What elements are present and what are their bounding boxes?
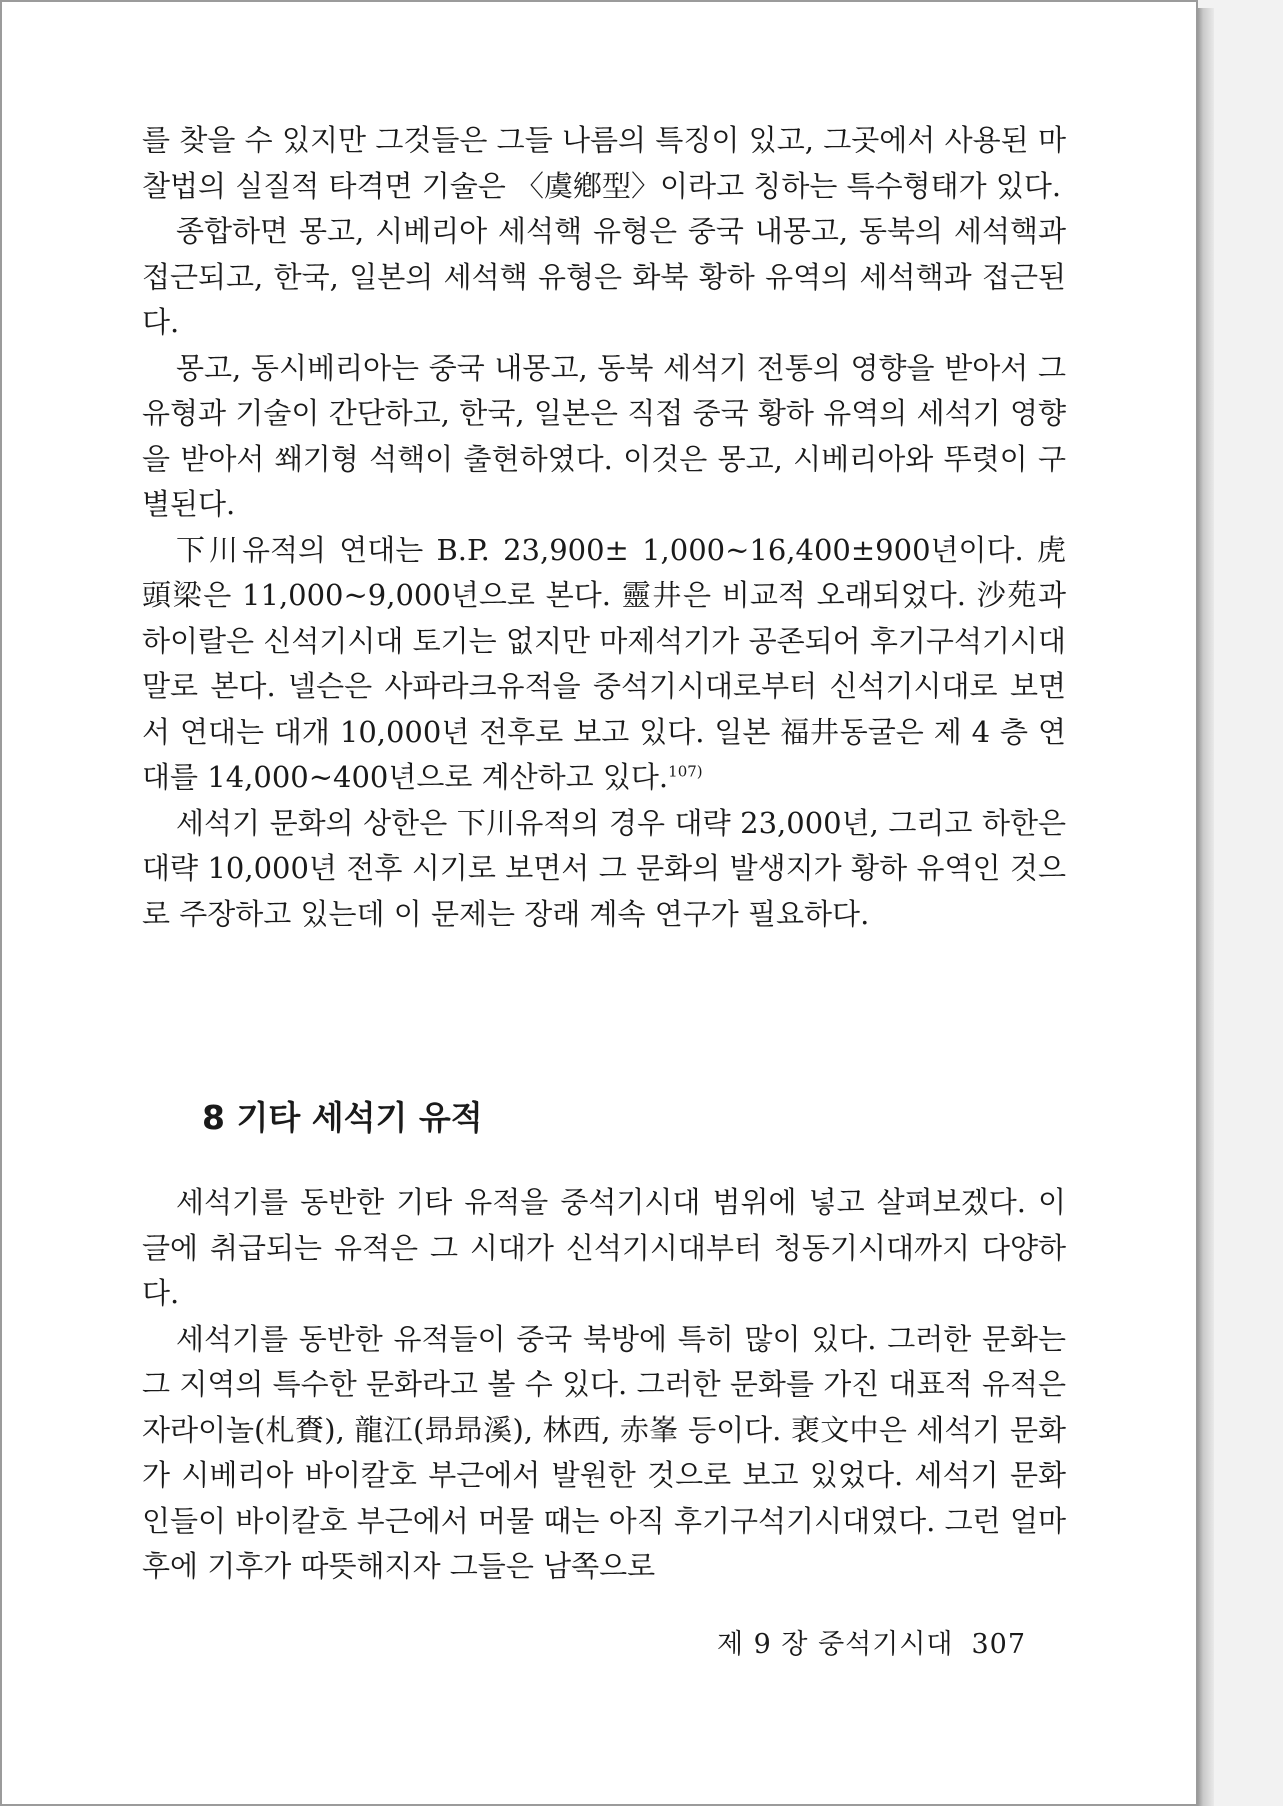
paragraph-1: 를 찾을 수 있지만 그것들은 그들 나름의 특징이 있고, 그곳에서 사용된 마찰법의 실질적 타격면 기술은 〈虞鄕型〉이라고 칭하는 특수형태가 있다. [142,123,1066,203]
paragraph-6: 세석기를 동반한 기타 유적을 중석기시대 범위에 넣고 살펴보겠다. 이 글에 취급되는 유적은 그 시대가 신석기시대부터 청동기시대까지 다양하다. [142,1185,1066,1310]
body-text-bottom [142,1180,1066,1590]
page-number: 307 [971,1629,1027,1660]
chapter-title: 제 9 장 중석기시대 [717,1629,954,1660]
page-edge-shadow [1196,8,1214,1806]
paragraph-4 [142,528,1066,801]
paragraph-2: 종합하면 몽고, 시베리아 세석핵 유형은 중국 내몽고, 동북의 세석핵과 접근되고, 한국, 일본의 세석핵 유형은 화북 황하 유역의 세석핵과 접근된다. [142,214,1066,339]
footnote-reference: 107) [668,762,703,781]
body-text-top [142,118,1066,937]
paragraph-5: 세석기 문화의 상한은 下川유적의 경우 대략 23,000년, 그리고 하한은 대략 10,000년 전후 시기로 보면서 그 문화의 발생지가 황하 유역인 것으로 주장하고 있는데 이 문제는 장래 계속 연구가 필요하다. [142,805,1066,931]
paragraph-7: 세석기를 동반한 유적들이 중국 북방에 특히 많이 있다. 그러한 문화는 그 지역의 특수한 문화라고 볼 수 있다. 그러한 문화를 가진 대표적 유적은 자라이놀(札賚), 龍江(昻昻溪), 林西, 赤峯 등이다. 裵文中은 세석기 문화가 시베리아 바이칼호 부근에서 발원한 것으로 보고 있었다. 세석기 문화인들이 바이칼호 부근에서 머물 때는 아직 후기구석기시대였다. 그런 얼마 후에 기후가 따뜻해지자 그들은 남쪽으로 [142,1321,1066,1583]
paragraph-3: 몽고, 동시베리아는 중국 내몽고, 동북 세석기 전통의 영향을 받아서 그 유형과 기술이 간단하고, 한국, 일본은 직접 중국 황하 유역의 세석기 영향을 받아서 쐐기형 석핵이 출현하였다. 이것은 몽고, 시베리아와 뚜렷이 구별된다. [142,350,1066,521]
section-heading: 8 기타 세석기 유적 [202,1098,483,1137]
page-footer [717,1622,1026,1661]
paragraph-4-text: 下川유적의 연대는 B.P. 23,900± 1,000~16,400±900년이다. 虎頭梁은 11,000~9,000년으로 본다. 靈井은 비교적 오래되었다. 沙苑과 하이랄은 신석기시대 토기는 없지만 마제석기가 공존되어 후기구석기시대말로 본다. 넬슨은 사파라크유적을 중석기시대로부터 신석기시대로 보면서 연대는 대개 10,000년 전후로 보고 있다. 일본 福井동굴은 제 4 층 연대를 14,000~400년으로 계산하고 있다. [142,532,1066,794]
